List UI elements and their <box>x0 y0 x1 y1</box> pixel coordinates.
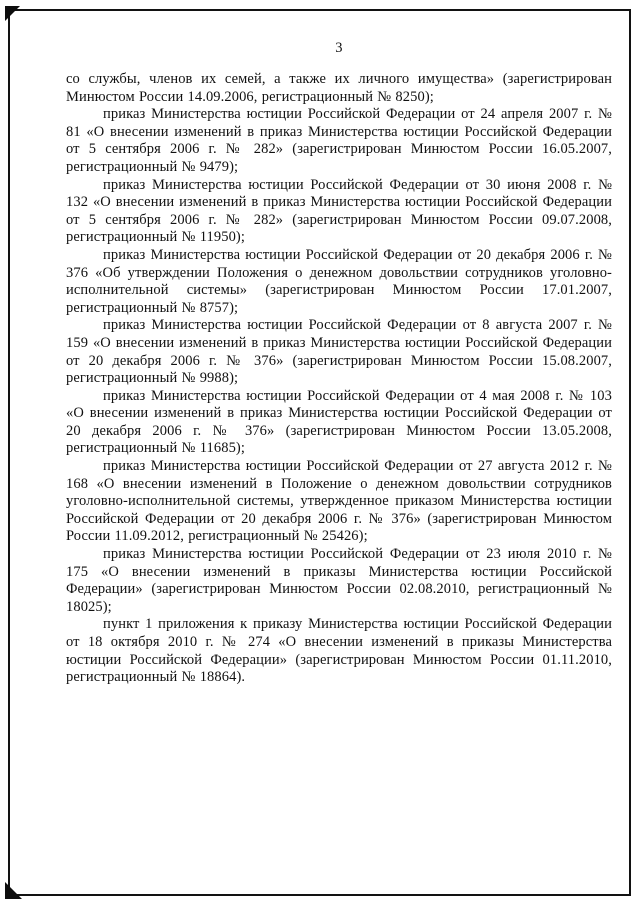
paragraph-4: приказ Министерства юстиции Российской Федерации от 20 декабря 2006 г. № 376 «Об утверждении Положения о денежном довольствии сотрудников уголовно-исполнительной системы» (зарегистрирован Минюстом России 17.01.2007, регистрационный № 8757); <box>66 246 612 316</box>
paragraph-3: приказ Министерства юстиции Российской Федерации от 30 июня 2008 г. № 132 «О внесении изменений в приказ Министерства юстиции Российской Федерации от 5 сентября 2006 г. № 282» (зарегистрирован Минюстом России 09.07.2008, регистрационный № 11950); <box>66 176 612 246</box>
page-number: 3 <box>335 40 343 56</box>
paragraph-8: приказ Министерства юстиции Российской Федерации от 23 июля 2010 г. № 175 «О внесении изменений в приказы Министерства юстиции Российской Федерации» (зарегистрирован Минюстом России 02.08.2010, регистрационный № 18025); <box>66 546 612 615</box>
paragraph-5: приказ Министерства юстиции Российской Федерации от 8 августа 2007 г. № 159 «О внесении изменений в приказ Министерства юстиции Российской Федерации от 20 декабря 2006 г. № 376» (зарегистрирован Минюстом России 15.08.2007, регистрационный № 9988); <box>66 317 612 387</box>
paragraph-6: приказ Министерства юстиции Российской Федерации от 4 мая 2008 г. № 103 «О внесении изменений в приказ Министерства юстиции Российской Федерации от 20 декабря 2006 г. № 376» (зарегистрирован Минюстом России 13.05.2008, регистрационный № 11685); <box>66 387 612 457</box>
paragraph-9: пункт 1 приложения к приказу Министерства юстиции Российской Федерации от 18 октября 2010 г. № 274 «О внесении изменений в приказы Министерства юстиции Российской Федерации» (зарегистрирован Минюстом России 01.11.2010, регистрационный № 18864). <box>66 616 612 686</box>
scan-corner-artifact-bottom-left <box>5 882 22 899</box>
paragraph-2: приказ Министерства юстиции Российской Федерации от 24 апреля 2007 г. № 81 «О внесении изменений в приказ Министерства юстиции Российской Федерации от 5 сентября 2006 г. № 282» (зарегистрирован Минюстом России 16.05.2007, регистрационный № 9479); <box>66 106 612 175</box>
paragraph-7: приказ Министерства юстиции Российской Федерации от 27 августа 2012 г. № 168 «О внесении изменений в Положение о денежном довольствии сотрудников уголовно-исполнительной системы, утвержденное приказом Министерства юстиции Российской Федерации от 20 декабря 2006 г. № 376» (зарегистрирован Минюстом России 11.09.2012, регистрационный № 25426); <box>66 458 612 545</box>
document-body <box>66 71 612 687</box>
scan-corner-artifact-top-left <box>5 6 20 21</box>
paragraph-1: со службы, членов их семей, а также их личного имущества» (зарегистрирован Минюстом России 14.09.2006, регистрационный № 8250); <box>66 71 612 105</box>
